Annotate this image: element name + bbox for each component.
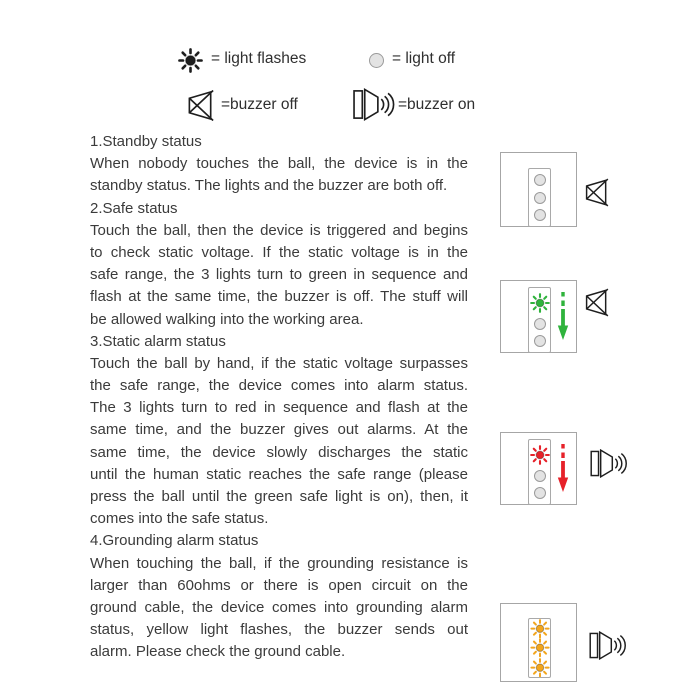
text-line: comes into the safe status. — [90, 510, 269, 528]
section-1-heading: 1.Standby status — [90, 133, 202, 150]
text-line: safe range, the 3 lights turn to green in sequence and — [90, 266, 468, 284]
light-off-icon — [534, 470, 546, 482]
buzzer-off-icon — [186, 90, 216, 121]
light-off-icon — [534, 487, 546, 499]
section-4-heading: 4.Grounding alarm status — [90, 532, 259, 550]
red-light-flash-icon — [530, 445, 550, 465]
text-line: standby status. The lights and the buzzer are both off. — [90, 177, 448, 195]
legend-buzzer-off-label: =buzzer off — [221, 96, 298, 113]
diagram-static-alarm — [500, 432, 635, 505]
text-line: larger than 60ohms or there is open circuit on the — [90, 576, 468, 594]
green-light-flash-icon — [530, 293, 550, 313]
light-strip — [528, 287, 551, 353]
diagram-grounding-alarm — [500, 603, 635, 682]
text-line: When touching the ball, if the grounding resistance is — [90, 554, 468, 572]
legend-light-off-label: = light off — [392, 50, 456, 67]
text-line: flash at the same time, the buzzer is off. The stuff will — [90, 288, 468, 306]
yellow-light-flash-icon — [530, 638, 550, 657]
text-line: Touch the ball by hand, if the static voltage surpasses — [90, 354, 468, 372]
light-off-icon — [534, 335, 546, 347]
text-line: the safe range, the device comes into alarm status. — [90, 377, 468, 395]
diagram-standby — [500, 152, 635, 227]
yellow-light-flash-icon — [530, 619, 550, 638]
light-strip — [528, 618, 551, 678]
text-line: to check static voltage. If the static voltage is in the — [90, 243, 468, 261]
diagram-safe — [500, 280, 635, 353]
text-line: same time, the device slowly discharges the static — [90, 443, 468, 461]
buzzer-on-icon — [589, 448, 627, 479]
buzzer-on-icon — [588, 630, 626, 661]
text-line: until the human static reaches the safe range (please — [90, 465, 468, 483]
green-down-arrow-icon — [556, 291, 570, 341]
text-line: ground cable, the device comes into grounding alarm — [90, 598, 468, 616]
light-off-icon — [369, 53, 384, 68]
device-box — [500, 152, 577, 227]
device-box — [500, 280, 577, 353]
text-line: When nobody touches the ball, the device is in the — [90, 155, 468, 173]
flash-icon — [178, 48, 203, 73]
light-off-icon — [534, 209, 546, 221]
buzzer-off-icon — [584, 177, 610, 208]
text-line: Touch the ball, then the device is triggered and begins — [90, 221, 468, 239]
light-off-icon — [534, 192, 546, 204]
buzzer-on-icon — [351, 87, 395, 122]
buzzer-off-icon — [584, 287, 610, 318]
light-strip — [528, 168, 551, 227]
text-line: be allowed walking into the working area. — [90, 310, 364, 328]
text-line: The 3 lights turn to red in sequence and flash at the — [90, 399, 468, 417]
section-3-heading: 3.Static alarm status — [90, 332, 226, 350]
yellow-light-flash-icon — [530, 658, 550, 677]
legend-buzzer-on-label: =buzzer on — [398, 96, 476, 113]
instructions-text — [90, 131, 468, 664]
device-box — [500, 603, 577, 682]
light-off-icon — [534, 174, 546, 186]
light-off-icon — [534, 318, 546, 330]
text-line: status, yellow light flashes, the buzzer sends out — [90, 621, 468, 639]
device-box — [500, 432, 577, 505]
section-2-heading: 2.Safe status — [90, 199, 178, 217]
light-strip — [528, 439, 551, 505]
legend-light-flashes-label: = light flashes — [211, 50, 307, 67]
text-line: alarm. Please check the ground cable. — [90, 643, 346, 661]
text-line: press the ball until the green safe light is on), then, it — [90, 488, 468, 505]
red-down-arrow-icon — [556, 443, 570, 493]
text-line: same time, and the buzzer gives out alarms. At the — [90, 421, 468, 439]
